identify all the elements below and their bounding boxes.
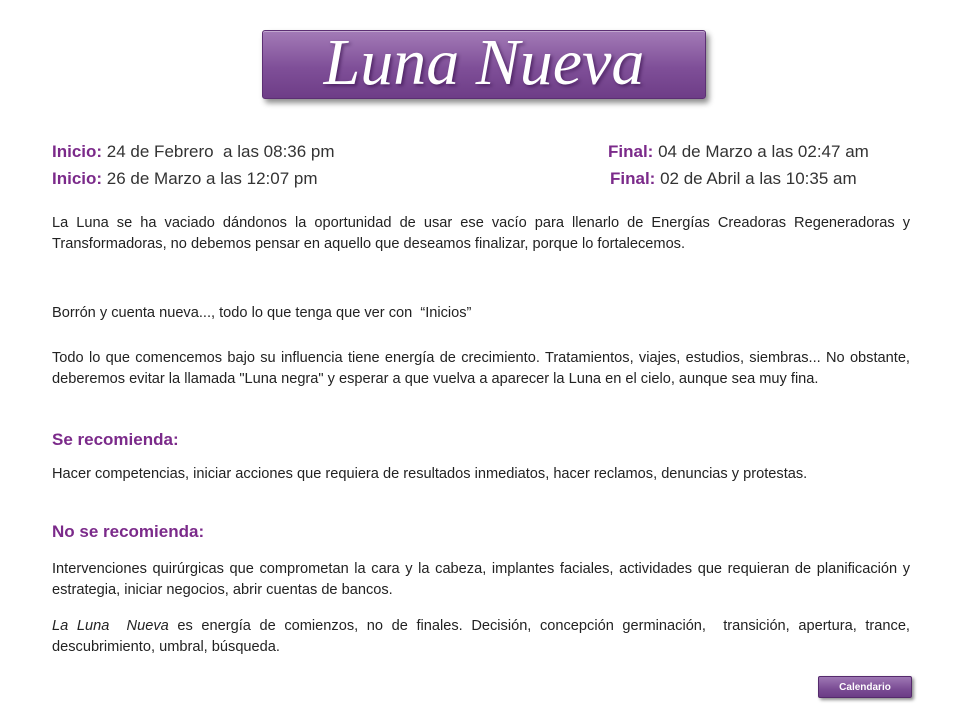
recommended-paragraph: Hacer competencias, iniciar acciones que requiera de resultados inmediatos, hacer reclamos, denuncias y protestas. [52,466,808,482]
final-group [608,142,869,162]
calendario-button[interactable]: Calendario [818,676,912,698]
inicio-label: Inicio: [52,142,103,161]
summary-italic: La Luna Nueva [52,618,169,634]
inicio-value: 24 de Febrero a las 08:36 pm [106,142,335,161]
date-row-1 [52,142,912,162]
summary-text: es energía de comienzos, no de finales. Decisión, concepción germinación, transición, apertura, trance, descubrimiento, umbral, búsqueda. [52,618,915,655]
final-group [610,169,857,189]
page-title: Luna Nueva [323,25,645,99]
final-label: Final: [608,142,654,161]
inicio-label: Inicio: [52,169,103,188]
intro-paragraph: La Luna se ha vaciado dándonos la oportunidad de usar ese vacío para llenarlo de Energías Creadoras Regeneradoras y Transformadoras, no debemos pensar en aquello que deseamos finalizar, porque lo fortalecemos. [52,215,910,252]
title-banner [262,25,706,99]
not-recommended-heading: No se recomienda: [52,522,205,541]
not-recommended-paragraph: Intervenciones quirúrgicas que comprometan la cara y la cabeza, implantes faciales, actividades que requieran de planificación y estrategia, iniciar negocios, abrir cuentas de bancos. [52,561,910,598]
final-label: Final: [610,169,656,188]
summary-paragraph [52,616,915,658]
borron-paragraph: Borrón y cuenta nueva..., todo lo que tenga que ver con “Inicios” [52,305,472,321]
date-row-2 [52,169,912,189]
final-value: 04 de Marzo a las 02:47 am [658,142,869,161]
final-value: 02 de Abril a las 10:35 am [660,169,857,188]
inicio-value: 26 de Marzo a las 12:07 pm [106,169,318,188]
recommended-heading: Se recomienda: [52,430,179,449]
influence-paragraph: Todo lo que comencemos bajo su influencia tiene energía de crecimiento. Tratamientos, viajes, estudios, siembras... No obstante, deberemos evitar la llamada "Luna negra" y esperar a que vuelva a aparecer la Luna en el cielo, aunque sea muy fina. [52,350,910,387]
